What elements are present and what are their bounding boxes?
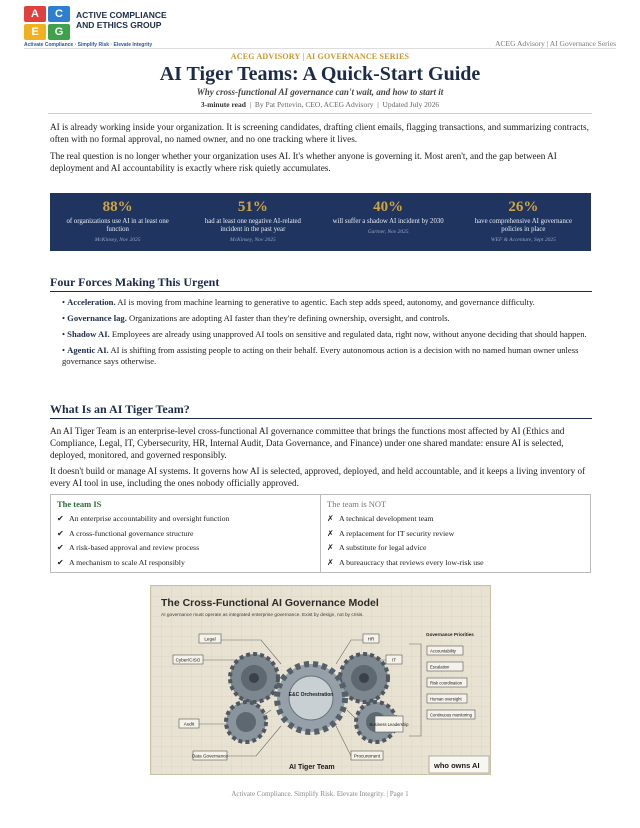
list-item: ✗ A substitute for legal advice bbox=[327, 541, 584, 556]
stat-card: 40% will suffer a shadow AI incident by 2030 Gartner, Nov 2025 bbox=[332, 199, 444, 235]
list-item: • Governance lag. Organizations are adopting AI faster than they're defining ownership, oversight, and controls. bbox=[62, 313, 450, 323]
list-item: • Acceleration. AI is moving from machine learning to generative to agentic. Each step adds speed, autonomy, and governance difficulty. bbox=[62, 297, 535, 307]
priority-item: Human oversight bbox=[430, 696, 462, 702]
gear-icon bbox=[277, 664, 345, 732]
figure-corner-label: who owns AI bbox=[434, 761, 480, 770]
stat-card: 26% have comprehensive AI governance policies in place WEF & Accenture, Sept 2025 bbox=[474, 199, 572, 243]
cross-icon: ✗ bbox=[327, 528, 334, 538]
list-item: ✔ An enterprise accountability and oversight function bbox=[57, 512, 314, 527]
governance-model-diagram bbox=[151, 586, 491, 775]
logo-letter: G bbox=[48, 24, 70, 40]
list-item: ✔ A mechanism to scale AI responsibly bbox=[57, 556, 314, 571]
what-paragraph: An AI Tiger Team is an enterprise-level cross-functional AI governance committee that brings the functions most affected by AI (Ethics and Compliance, Legal, IT, Cybersecurity, HR, Internal Audit, Data Governance, and Finance) under one shared mandate: ensure AI is selected, deployed, monitored, and governed responsibly. bbox=[50, 426, 565, 460]
node-cyber: Cyber/CISO bbox=[175, 657, 201, 663]
node-business: Business Leadership bbox=[369, 722, 409, 727]
logo-letter: A bbox=[24, 6, 46, 22]
node-it: IT bbox=[391, 657, 397, 663]
node-procurement: Procurement bbox=[353, 753, 381, 759]
section-heading-what: What Is an AI Tiger Team? bbox=[50, 402, 190, 416]
list-item: • Shadow AI. Employees are already using unapproved AI tools on sensitive and regulated data, right now, without anyone deciding that should happen. bbox=[62, 329, 587, 339]
figure-team-label: AI Tiger Team bbox=[289, 764, 335, 771]
team-is-not-column: The team is NOT ✗ A technical development team ✗ A replacement for IT security review ✗ A substitute for legal advice ✗ A bureaucracy that reviews every low-risk use bbox=[321, 495, 590, 572]
check-icon: ✔ bbox=[57, 557, 64, 567]
logo-wordmark: ACTIVE COMPLIANCE AND ETHICS GROUP bbox=[76, 10, 167, 30]
node-audit: Audit bbox=[183, 721, 195, 727]
page-header bbox=[24, 6, 616, 48]
logo-letter: C bbox=[48, 6, 70, 22]
center-node-label: E&C Orchestration bbox=[288, 692, 334, 698]
intro-paragraph: The real question is no longer whether your organization uses AI. It's whether anyone is governing it. Most aren't, and the gap between AI deployment and AI accountability is exactly where risk quietly accumulates. bbox=[50, 151, 557, 173]
what-paragraph: It doesn't build or manage AI systems. It governs how AI is selected, approved, deployed, and held accountable, and it keeps a living inventory of every AI tool in use, including the ones nobody officially approved. bbox=[50, 466, 586, 488]
section-heading-forces: Four Forces Making This Urgent bbox=[50, 275, 220, 289]
node-data-governance: Data Governance bbox=[191, 753, 229, 759]
page-subtitle: Why cross-functional AI governance can't wait, and how to start it bbox=[196, 87, 444, 97]
page-footer: Activate Compliance. Simplify Risk. Elevate Integrity. | Page 1 bbox=[231, 790, 409, 798]
list-item: ✗ A replacement for IT security review bbox=[327, 527, 584, 542]
list-item: ✔ A risk-based approval and review process bbox=[57, 541, 314, 556]
cross-icon: ✗ bbox=[327, 514, 334, 523]
cross-icon: ✗ bbox=[327, 557, 334, 567]
stat-card: 88% of organizations use AI in at least one function McKinsey, Nov 2025 bbox=[66, 199, 169, 243]
priority-item: Continuous monitoring bbox=[430, 712, 472, 718]
title-divider bbox=[48, 113, 592, 114]
header-divider bbox=[24, 48, 616, 49]
stat-card: 51% had at least one negative AI-related incident in the past year McKinsey, Nov 2025 bbox=[204, 199, 301, 243]
byline: 3-minute read | By Pat Pettevin, CEO, ACEG Advisory | Updated July 2026 bbox=[200, 100, 440, 109]
header-series-label: ACEG Advisory | AI Governance Series bbox=[495, 39, 616, 48]
priorities-heading: Governance Priorities bbox=[426, 632, 474, 637]
check-icon: ✔ bbox=[57, 528, 64, 538]
is-not-table bbox=[50, 494, 591, 573]
check-icon: ✔ bbox=[57, 514, 64, 523]
gear-icon bbox=[226, 702, 266, 742]
series-label: ACEG ADVISORY | AI GOVERNANCE SERIES bbox=[230, 52, 410, 61]
company-logo bbox=[24, 6, 70, 40]
gear-icon bbox=[230, 654, 278, 702]
cross-icon: ✗ bbox=[327, 543, 334, 552]
section-rule bbox=[50, 291, 592, 292]
priority-item: Escalation bbox=[430, 664, 450, 670]
intro-paragraph: AI is already working inside your organization. It is screening candidates, drafting client emails, flagging transactions, and summarizing contracts, often with no formal approval, no named owner, and no one tracking where it lives. bbox=[50, 122, 589, 144]
node-legal: Legal bbox=[204, 636, 216, 642]
forces-list bbox=[62, 297, 590, 372]
priority-item: Accountability bbox=[430, 648, 456, 654]
governance-model-figure bbox=[150, 585, 491, 775]
section-rule bbox=[50, 418, 592, 419]
list-item: ✗ A bureaucracy that reviews every low-risk use bbox=[327, 556, 584, 571]
list-item: ✗ A technical development team bbox=[327, 512, 584, 527]
logo-tagline: Activate Compliance · Simplify Risk · Elevate Integrity bbox=[24, 42, 153, 48]
team-is-column: The team IS ✔ An enterprise accountability and oversight function ✔ A cross-functional governance structure ✔ A risk-based approval and review process ✔ A mechanism to scale AI responsibly bbox=[51, 495, 321, 572]
stats-banner bbox=[50, 193, 591, 251]
list-item: • Agentic AI. AI is shifting from assisting people to acting on their behalf. Every autonomous action is a decision with no named human owner unless governance says otherwise. bbox=[62, 345, 579, 366]
figure-subtitle: AI governance must operate as integrated enterprise governance. Exist by design, not by crisis. bbox=[161, 613, 364, 618]
priority-item: Risk coordination bbox=[430, 680, 463, 686]
figure-title: The Cross-Functional AI Governance Model bbox=[161, 597, 379, 609]
check-icon: ✔ bbox=[57, 543, 64, 552]
page-title: AI Tiger Teams: A Quick-Start Guide bbox=[159, 63, 481, 85]
list-item: ✔ A cross-functional governance structure bbox=[57, 527, 314, 542]
node-hr: HR bbox=[367, 636, 375, 642]
logo-letter: E bbox=[24, 24, 46, 40]
